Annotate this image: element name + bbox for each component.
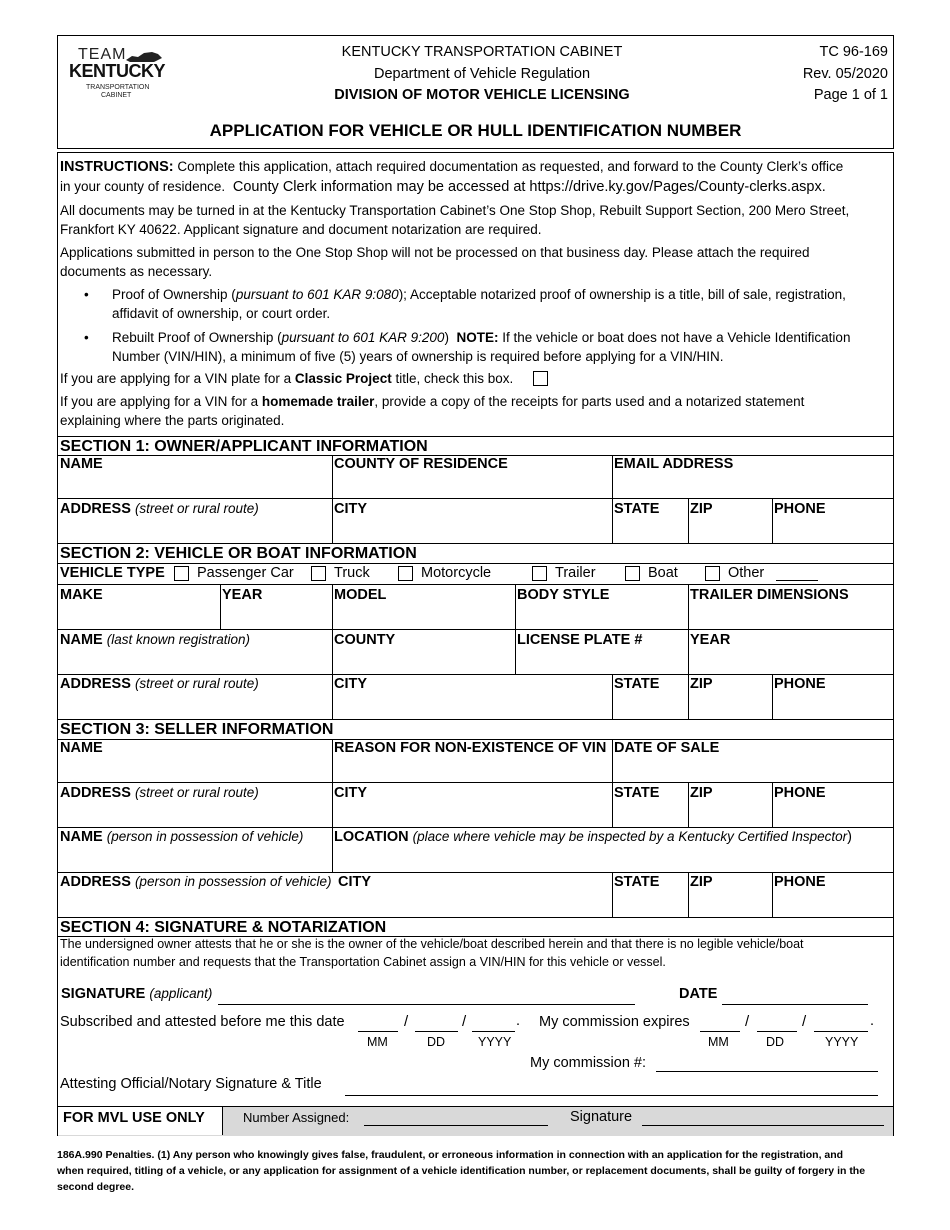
divider — [57, 917, 894, 918]
logo-sub2: CABINET — [101, 92, 132, 99]
bullet-proof-ownership: Proof of Ownership (pursuant to 601 KAR 9:080); Acceptable notarized proof of ownership is a title, bill of sale, registration, — [112, 287, 846, 302]
date-label: DATE — [679, 986, 718, 1002]
logo-sub1: TRANSPORTATION — [86, 84, 150, 91]
divider — [612, 872, 613, 917]
form-revision: Rev. 05/2020 — [802, 66, 888, 82]
license-plate-field[interactable]: LICENSE PLATE # — [517, 632, 643, 648]
s1-phone-field[interactable]: PHONE — [774, 501, 826, 517]
s1-county-field[interactable]: COUNTY OF RESIDENCE — [334, 456, 508, 472]
possessor-address-field[interactable]: ADDRESS (person in possession of vehicle) — [60, 874, 332, 890]
motorcycle-checkbox[interactable] — [398, 566, 413, 581]
divider — [332, 827, 333, 872]
s1-state-field[interactable]: STATE — [614, 501, 660, 517]
s2-phone-field[interactable]: PHONE — [774, 676, 826, 692]
date-of-sale-field[interactable]: DATE OF SALE — [614, 740, 720, 756]
instructions-p1-line2: in your county of residence. County Clerk information may be accessed at https://drive.ky.gov/Pages/County-clerks.aspx. — [60, 179, 826, 195]
subscribed-yyyy-line[interactable] — [472, 1031, 515, 1032]
divider — [57, 719, 894, 720]
seller-name-field[interactable]: NAME — [60, 740, 103, 756]
s2-city-field[interactable]: CITY — [334, 676, 368, 692]
seller-city-field[interactable]: CITY — [334, 785, 368, 801]
vehicle-type-label: VEHICLE TYPE — [60, 565, 165, 581]
section3-title: SECTION 3: SELLER INFORMATION — [60, 721, 334, 738]
bullet-icon: • — [84, 287, 89, 302]
number-assigned-line[interactable] — [364, 1125, 548, 1126]
divider — [57, 629, 894, 630]
possessor-zip-field[interactable]: ZIP — [690, 874, 713, 890]
dd-caption: DD — [427, 1035, 446, 1049]
divider — [57, 563, 894, 564]
boat-label: Boat — [648, 565, 678, 581]
make-field[interactable]: MAKE — [60, 587, 103, 603]
classic-project-text: If you are applying for a VIN plate for a Classic Project title, check this box. — [60, 371, 514, 386]
divider — [57, 498, 894, 499]
s1-email-field[interactable]: EMAIL ADDRESS — [614, 456, 734, 472]
attesting-official-label: Attesting Official/Notary Signature & Title — [60, 1076, 322, 1092]
penalties-line1: 186A.990 Penalties. (1) Any person who knowingly gives false, fraudulent, or erroneous information in connection with an application for the registration, and — [57, 1149, 844, 1161]
seller-phone-field[interactable]: PHONE — [774, 785, 826, 801]
attestation-line1: The undersigned owner attests that he or she is the owner of the vehicle/boat described herein and that there is no legible vehicle/boat — [60, 937, 804, 951]
department-name: Department of Vehicle Regulation — [373, 66, 591, 82]
bullet-rebuilt-ownership-line2: Number (VIN/HIN), a minimum of five (5) years of ownership is required before applying for a VIN/HIN. — [112, 349, 724, 364]
s1-name-field[interactable]: NAME — [60, 456, 103, 472]
slash: / — [404, 1013, 409, 1030]
yyyy-caption: YYYY — [478, 1035, 512, 1049]
passenger-car-checkbox[interactable] — [174, 566, 189, 581]
logo-team: TEAM — [78, 46, 127, 63]
possessor-phone-field[interactable]: PHONE — [774, 874, 826, 890]
page-number: Page 1 of 1 — [813, 87, 888, 103]
other-label: Other — [728, 565, 765, 581]
penalties-line2: when required, titling of a vehicle, or any application for assignment of a vehicle identification number, or replacement documents, shall be guilty of forgery in the — [57, 1165, 866, 1177]
attestation-line2: identification number and requests that the Transportation Cabinet assign a VIN/HIN for this vehicle or vessel. — [60, 955, 666, 969]
homemade-trailer-line2: explaining where the parts originated. — [60, 413, 285, 428]
period: . — [516, 1013, 521, 1029]
bullet-proof-ownership-line2: affidavit of ownership, or court order. — [112, 306, 331, 321]
divider — [772, 782, 773, 827]
attesting-official-line[interactable] — [345, 1095, 878, 1096]
divider — [57, 872, 894, 873]
seller-zip-field[interactable]: ZIP — [690, 785, 713, 801]
yyyy-caption: YYYY — [825, 1035, 859, 1049]
divider — [57, 827, 894, 828]
commission-expires-label: My commission expires — [539, 1014, 690, 1030]
reason-no-vin-field[interactable]: REASON FOR NON-EXISTENCE OF VIN — [334, 740, 607, 756]
year-field[interactable]: YEAR — [222, 587, 263, 603]
form-number: TC 96-169 — [819, 44, 888, 60]
subscribed-dd-line[interactable] — [415, 1031, 458, 1032]
form-title: APPLICATION FOR VEHICLE OR HULL IDENTIFICATION NUMBER — [209, 121, 742, 140]
penalties-line3: second degree. — [57, 1181, 135, 1193]
divider — [772, 498, 773, 543]
possessor-state-field[interactable]: STATE — [614, 874, 660, 890]
seller-address-field[interactable]: ADDRESS (street or rural route) — [60, 785, 259, 801]
instructions-lead: INSTRUCTIONS: — [60, 159, 174, 175]
trailer-label: Trailer — [555, 565, 596, 581]
body-style-field[interactable]: BODY STYLE — [517, 587, 610, 603]
signature-line[interactable] — [218, 1004, 635, 1005]
s2-zip-field[interactable]: ZIP — [690, 676, 713, 692]
s2-state-field[interactable]: STATE — [614, 676, 660, 692]
mvl-signature-label: Signature — [570, 1109, 633, 1125]
truck-label: Truck — [334, 565, 370, 581]
s1-zip-field[interactable]: ZIP — [690, 501, 713, 517]
divider — [612, 455, 613, 543]
boat-checkbox[interactable] — [625, 566, 640, 581]
possessor-name-field[interactable]: NAME (person in possession of vehicle) — [60, 829, 304, 845]
s2-name-field[interactable]: NAME (last known registration) — [60, 632, 251, 648]
instructions-p3a: Applications submitted in person to the One Stop Shop will not be processed on that business day. Please attach the required — [60, 245, 810, 260]
mm-caption: MM — [367, 1035, 388, 1049]
slash: / — [802, 1013, 807, 1030]
division-name: DIVISION OF MOTOR VEHICLE LICENSING — [334, 87, 630, 103]
inspection-location-field[interactable]: LOCATION (place where vehicle may be inspected by a Kentucky Certified Inspector) — [334, 829, 852, 845]
divider — [612, 739, 613, 827]
divider — [772, 674, 773, 719]
divider — [688, 872, 689, 917]
period: . — [870, 1013, 875, 1029]
seller-state-field[interactable]: STATE — [614, 785, 660, 801]
section2-title: SECTION 2: VEHICLE OR BOAT INFORMATION — [60, 545, 417, 562]
passenger-car-label: Passenger Car — [197, 565, 294, 581]
section4-title: SECTION 4: SIGNATURE & NOTARIZATION — [60, 919, 387, 936]
divider — [688, 584, 689, 719]
s1-city-field[interactable]: CITY — [334, 501, 368, 517]
instructions-p2a: All documents may be turned in at the Kentucky Transportation Cabinet’s One Stop Shop, Rebuilt Support Section, 200 Mero Street, — [60, 203, 850, 218]
divider — [332, 739, 333, 827]
mvl-use-only-label: FOR MVL USE ONLY — [63, 1110, 205, 1126]
instructions-p1: INSTRUCTIONS: Complete this application, attach required documentation as requested, and forward to the County Clerk’s office — [60, 159, 844, 175]
divider — [772, 872, 773, 917]
team-kentucky-logo — [66, 44, 176, 106]
truck-checkbox[interactable] — [311, 566, 326, 581]
subscribed-mm-line[interactable] — [358, 1031, 398, 1032]
number-assigned-label: Number Assigned: — [243, 1110, 350, 1125]
divider — [332, 584, 333, 719]
date-line[interactable] — [722, 1004, 868, 1005]
agency-name: KENTUCKY TRANSPORTATION CABINET — [341, 44, 623, 60]
other-specify-line[interactable] — [776, 580, 818, 581]
bullet-icon: • — [84, 330, 89, 345]
divider — [688, 498, 689, 543]
s2-year-field[interactable]: YEAR — [690, 632, 731, 648]
mm-caption: MM — [708, 1035, 729, 1049]
commission-mm-line[interactable] — [700, 1031, 740, 1032]
homemade-trailer-text: If you are applying for a VIN for a homemade trailer, provide a copy of the receipts for parts used and a notarized statement — [60, 394, 805, 409]
motorcycle-label: Motorcycle — [421, 565, 492, 581]
divider — [688, 782, 689, 827]
divider — [57, 674, 894, 675]
bullet-rebuilt-ownership: Rebuilt Proof of Ownership (pursuant to 601 KAR 9:200) NOTE: If the vehicle or boat does not have a Vehicle Identification — [112, 330, 851, 345]
mvl-signature-line[interactable] — [642, 1125, 884, 1126]
slash: / — [745, 1013, 750, 1030]
commission-number-label: My commission #: — [530, 1055, 647, 1071]
slash: / — [462, 1013, 467, 1030]
instructions-p2b: Frankfort KY 40622. Applicant signature and document notarization are required. — [60, 222, 542, 237]
possessor-city-field[interactable]: CITY — [338, 874, 372, 890]
divider — [57, 543, 894, 544]
s1-address-field[interactable]: ADDRESS (street or rural route) — [60, 501, 259, 517]
divider — [57, 436, 894, 437]
divider — [332, 455, 333, 543]
other-checkbox[interactable] — [705, 566, 720, 581]
commission-dd-line[interactable] — [757, 1031, 797, 1032]
instructions-p3b: documents as necessary. — [60, 264, 213, 279]
logo-kentucky: KENTUCKY — [69, 61, 166, 81]
commission-number-line[interactable] — [656, 1071, 878, 1072]
section1-title: SECTION 1: OWNER/APPLICANT INFORMATION — [60, 438, 428, 455]
divider — [612, 674, 613, 719]
model-field[interactable]: MODEL — [334, 587, 387, 603]
commission-yyyy-line[interactable] — [814, 1031, 868, 1032]
trailer-dimensions-field[interactable]: TRAILER DIMENSIONS — [690, 587, 849, 603]
signature-label: SIGNATURE (applicant) — [61, 986, 213, 1002]
divider — [57, 782, 894, 783]
divider — [220, 584, 221, 629]
dd-caption: DD — [766, 1035, 785, 1049]
divider — [57, 584, 894, 585]
classic-project-checkbox[interactable] — [533, 371, 548, 386]
s2-county-field[interactable]: COUNTY — [334, 632, 396, 648]
subscribed-label: Subscribed and attested before me this date — [60, 1014, 345, 1030]
s2-address-field[interactable]: ADDRESS (street or rural route) — [60, 676, 259, 692]
trailer-checkbox[interactable] — [532, 566, 547, 581]
